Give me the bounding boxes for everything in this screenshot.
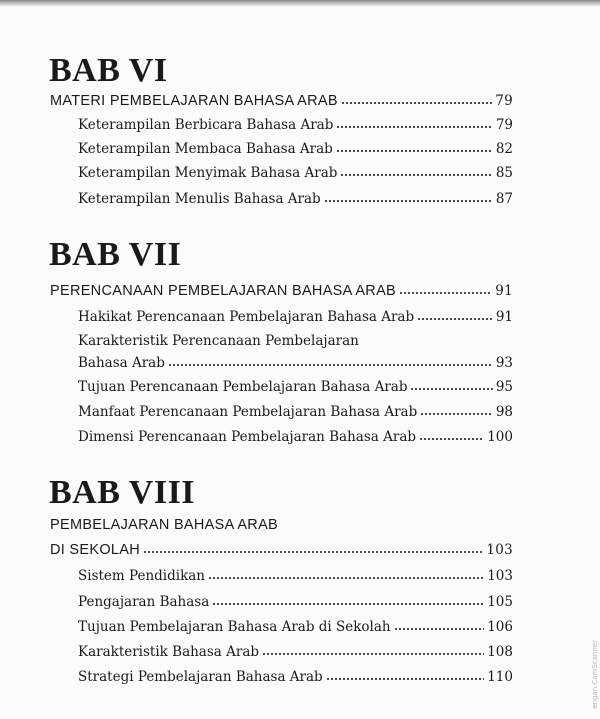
toc-entry-label: Tujuan Pembelajaran Bahasa Arab di Sekolah	[78, 619, 391, 635]
toc-entry[interactable]	[78, 374, 513, 396]
toc-chapter-entry[interactable]	[50, 537, 513, 559]
toc-entry[interactable]	[78, 186, 513, 208]
toc-chapter-title: PERENCANAAN PEMBELAJARAN BAHASA ARAB	[50, 283, 397, 299]
toc-entry-label: Dimensi Perencanaan Pembelajaran Bahasa Arab	[78, 429, 417, 445]
scanner-watermark: engan CamScanner	[591, 640, 599, 709]
toc-entry-label: Sistem Pendidikan	[78, 568, 206, 584]
page-number: 82	[495, 141, 513, 157]
page-number: 110	[487, 669, 513, 685]
dot-leader	[420, 412, 493, 416]
toc-entry[interactable]	[78, 639, 513, 661]
toc-entry-label: Hakikat Perencanaan Pembelajaran Bahasa Arab	[78, 309, 415, 325]
page-number: 91	[495, 309, 513, 325]
page-number: 103	[487, 568, 513, 584]
toc-entry[interactable]	[78, 399, 513, 421]
page-number: 95	[495, 379, 513, 395]
page-number: 100	[487, 429, 513, 445]
scan-edge-shadow	[0, 0, 600, 7]
toc-entry-label: Karakteristik Perencanaan Pembelajaran	[78, 333, 359, 349]
dot-leader	[336, 149, 493, 153]
toc-chapter-title: PEMBELAJARAN BAHASA ARAB	[50, 517, 279, 533]
toc-entry-label: Strategi Pembelajaran Bahasa Arab	[78, 669, 323, 685]
toc-entry-label: Keterampilan Menulis Bahasa Arab	[78, 191, 321, 207]
dot-leader	[410, 387, 492, 391]
page-number: 91	[495, 283, 513, 299]
dot-leader	[262, 652, 484, 656]
dot-leader	[341, 101, 492, 105]
page-number: 85	[495, 165, 513, 181]
toc-entry[interactable]	[78, 664, 513, 686]
toc-entry[interactable]	[78, 112, 513, 134]
toc-entry[interactable]	[78, 589, 513, 611]
dot-leader	[419, 437, 484, 441]
dot-leader	[340, 173, 492, 177]
toc-entry[interactable]	[78, 563, 513, 585]
dot-leader	[417, 317, 493, 321]
chapter-heading-bab-vii: BAB VII	[49, 236, 182, 273]
page-number: 105	[487, 594, 513, 610]
page-number: 79	[495, 117, 513, 133]
page-number: 98	[495, 404, 513, 420]
page-number: 103	[486, 542, 513, 558]
dot-leader	[336, 125, 492, 129]
toc-chapter-title-line[interactable]	[50, 512, 513, 534]
dot-leader	[208, 576, 484, 580]
page-number: 93	[495, 355, 513, 371]
toc-entry-label: Manfaat Perencanaan Pembelajaran Bahasa Arab	[78, 404, 418, 420]
toc-entry-label: Keterampilan Membaca Bahasa Arab	[78, 141, 333, 157]
toc-entry[interactable]	[78, 304, 513, 326]
chapter-heading-bab-vi: BAB VI	[49, 52, 168, 89]
toc-entry-label: Bahasa Arab	[78, 355, 165, 371]
toc-entry[interactable]	[78, 424, 513, 446]
toc-entry[interactable]	[78, 136, 513, 158]
toc-entry-continued[interactable]	[78, 328, 513, 350]
page-number: 106	[487, 619, 513, 635]
toc-entry-label: Keterampilan Berbicara Bahasa Arab	[78, 117, 334, 133]
page-number: 79	[495, 93, 513, 109]
toc-chapter-title: MATERI PEMBELAJARAN BAHASA ARAB	[50, 93, 338, 109]
dot-leader	[143, 550, 483, 554]
toc-chapter-entry[interactable]	[50, 278, 513, 300]
toc-entry-label: Tujuan Perencanaan Pembelajaran Bahasa Arab	[78, 379, 408, 395]
toc-entry-label: Pengajaran Bahasa	[78, 594, 210, 610]
page-number: 87	[495, 191, 513, 207]
toc-entry[interactable]	[78, 350, 513, 372]
chapter-heading-bab-viii: BAB VIII	[49, 474, 196, 511]
dot-leader	[326, 677, 485, 681]
toc-entry[interactable]	[78, 160, 513, 182]
dot-leader	[324, 199, 493, 203]
dot-leader	[168, 363, 493, 367]
toc-chapter-title: DI SEKOLAH	[50, 542, 141, 558]
toc-entry-label: Karakteristik Bahasa Arab	[78, 644, 260, 660]
dot-leader	[212, 602, 484, 606]
toc-entry-label: Keterampilan Menyimak Bahasa Arab	[78, 165, 338, 181]
dot-leader	[399, 291, 492, 295]
page-number: 108	[487, 644, 513, 660]
toc-entry[interactable]	[78, 614, 513, 636]
dot-leader	[394, 627, 485, 631]
toc-chapter-entry[interactable]	[50, 88, 513, 110]
